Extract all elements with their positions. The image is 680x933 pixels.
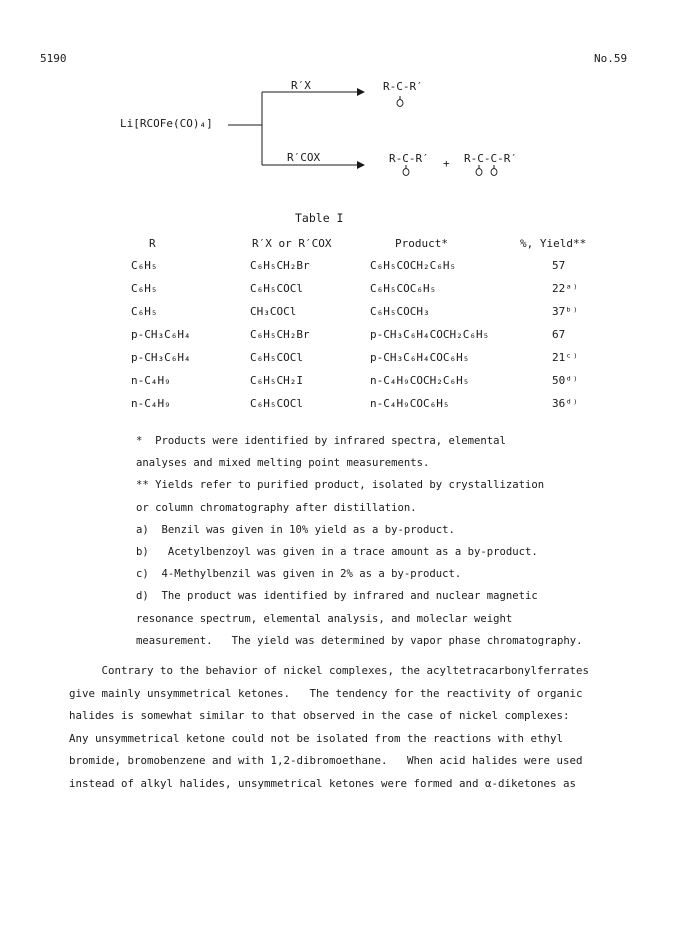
carbonyl-oxygen: [476, 169, 482, 176]
cell-reagent: C₆H₅CH₂Br: [250, 259, 310, 272]
cell-r: n-C₄H₉: [131, 397, 171, 410]
column-header: R′X or R′COX: [252, 236, 332, 250]
table-row: [131, 392, 587, 415]
results-table: [131, 232, 587, 415]
reactant-formula: Li[RCOFe(CO)₄]: [120, 117, 213, 130]
body-line: halides is somewhat similar to that observed in the case of nickel complexes:: [69, 709, 570, 723]
cell-yield: 22ᵃ⁾: [552, 282, 579, 295]
cell-reagent: C₆H₅CH₂I: [250, 374, 303, 387]
cell-yield: 37ᵇ⁾: [552, 305, 579, 318]
footnote-double-star: ** Yields refer to purified product, isolated by crystallization: [136, 479, 545, 492]
arrow-bottom-head: [357, 161, 365, 169]
table-row: [131, 300, 587, 323]
cell-r: p-CH₃C₆H₄: [131, 351, 191, 364]
cell-r: C₆H₅: [131, 259, 158, 272]
column-header: %, Yield**: [520, 236, 587, 250]
cell-product: n-C₄H₉COCH₂C₆H₅: [370, 374, 470, 387]
cell-reagent: C₆H₅CH₂Br: [250, 328, 310, 341]
footnote-d-cont: measurement. The yield was determined by vapor phase chromatography.: [136, 634, 583, 647]
cell-yield: 21ᶜ⁾: [552, 351, 579, 364]
cell-yield: 57: [552, 259, 566, 272]
table-title: Table I: [295, 211, 344, 225]
cell-product: n-C₄H₉COC₆H₅: [370, 397, 450, 410]
cell-yield: 50ᵈ⁾: [552, 374, 579, 387]
body-paragraph: [69, 660, 629, 796]
footnote-c: c) 4-Methylbenzil was given in 2% as a by-product.: [136, 568, 462, 581]
table-row: [131, 369, 587, 392]
cell-product: p-CH₃C₆H₄COCH₂C₆H₅: [370, 328, 490, 341]
product-diketone: R-C-C-R′: [464, 152, 517, 165]
arrow-top-head: [357, 88, 365, 96]
body-line: bromide, bromobenzene and with 1,2-dibromoethane. When acid halides were used: [69, 754, 583, 768]
body-line: give mainly unsymmetrical ketones. The tendency for the reactivity of organic: [69, 686, 583, 700]
cell-reagent: C₆H₅COCl: [250, 397, 303, 410]
journal-issue: No.59: [594, 52, 628, 65]
cell-product: C₆H₅COCH₂C₆H₅: [370, 259, 457, 272]
table-footnotes: [136, 430, 616, 652]
column-header: R: [149, 236, 156, 250]
reaction-scheme: [0, 0, 680, 200]
footnote-b: b) Acetylbenzoyl was given in a trace amount as a by-product.: [136, 546, 538, 559]
carbonyl-oxygen: [397, 100, 403, 107]
cell-product: C₆H₅COC₆H₅: [370, 282, 437, 295]
cell-r: n-C₄H₉: [131, 374, 171, 387]
page-number: 5190: [40, 52, 67, 65]
body-line: instead of alkyl halides, unsymmetrical ketones were formed and α-diketones as: [69, 776, 577, 790]
cell-product: C₆H₅COCH₃: [370, 305, 430, 318]
footnote-d: d) The product was identified by infrared and nuclear magnetic: [136, 590, 538, 603]
cell-reagent: C₆H₅COCl: [250, 282, 303, 295]
product-top: R-C-R′: [383, 80, 423, 93]
table-row: [131, 323, 587, 346]
body-line: Contrary to the behavior of nickel complexes, the acyltetracarbonylferrates: [69, 664, 590, 677]
carbonyl-oxygen: [403, 169, 409, 176]
reagent-bottom: R′COX: [287, 151, 321, 164]
reagent-top: R′X: [291, 79, 311, 92]
cell-r: p-CH₃C₆H₄: [131, 328, 191, 341]
footnote-d-cont: resonance spectrum, elemental analysis, and moleclar weight: [136, 612, 513, 625]
product-ketone: R-C-R′: [389, 152, 429, 165]
cell-reagent: C₆H₅COCl: [250, 351, 303, 364]
table-header-row: [131, 232, 587, 254]
column-header: Product*: [395, 236, 448, 250]
table-row: [131, 254, 587, 277]
plus-sign: +: [443, 157, 450, 170]
table-row: [131, 277, 587, 300]
footnote-star: * Products were identified by infrared spectra, elemental: [136, 435, 506, 447]
footnote-double-star-cont: or column chromatography after distillation.: [136, 501, 417, 514]
footnote-a: a) Benzil was given in 10% yield as a by-product.: [136, 523, 455, 536]
cell-yield: 36ᵈ⁾: [552, 397, 579, 410]
table-row: [131, 346, 587, 369]
cell-r: C₆H₅: [131, 305, 158, 318]
carbonyl-oxygen: [491, 169, 497, 176]
body-line: Any unsymmetrical ketone could not be isolated from the reactions with ethyl: [69, 731, 564, 745]
cell-r: C₆H₅: [131, 282, 158, 295]
cell-yield: 67: [552, 328, 566, 341]
cell-reagent: CH₃COCl: [250, 305, 297, 318]
footnote-star-cont: analyses and mixed melting point measurements.: [136, 457, 430, 470]
cell-product: p-CH₃C₆H₄COC₆H₅: [370, 351, 470, 364]
